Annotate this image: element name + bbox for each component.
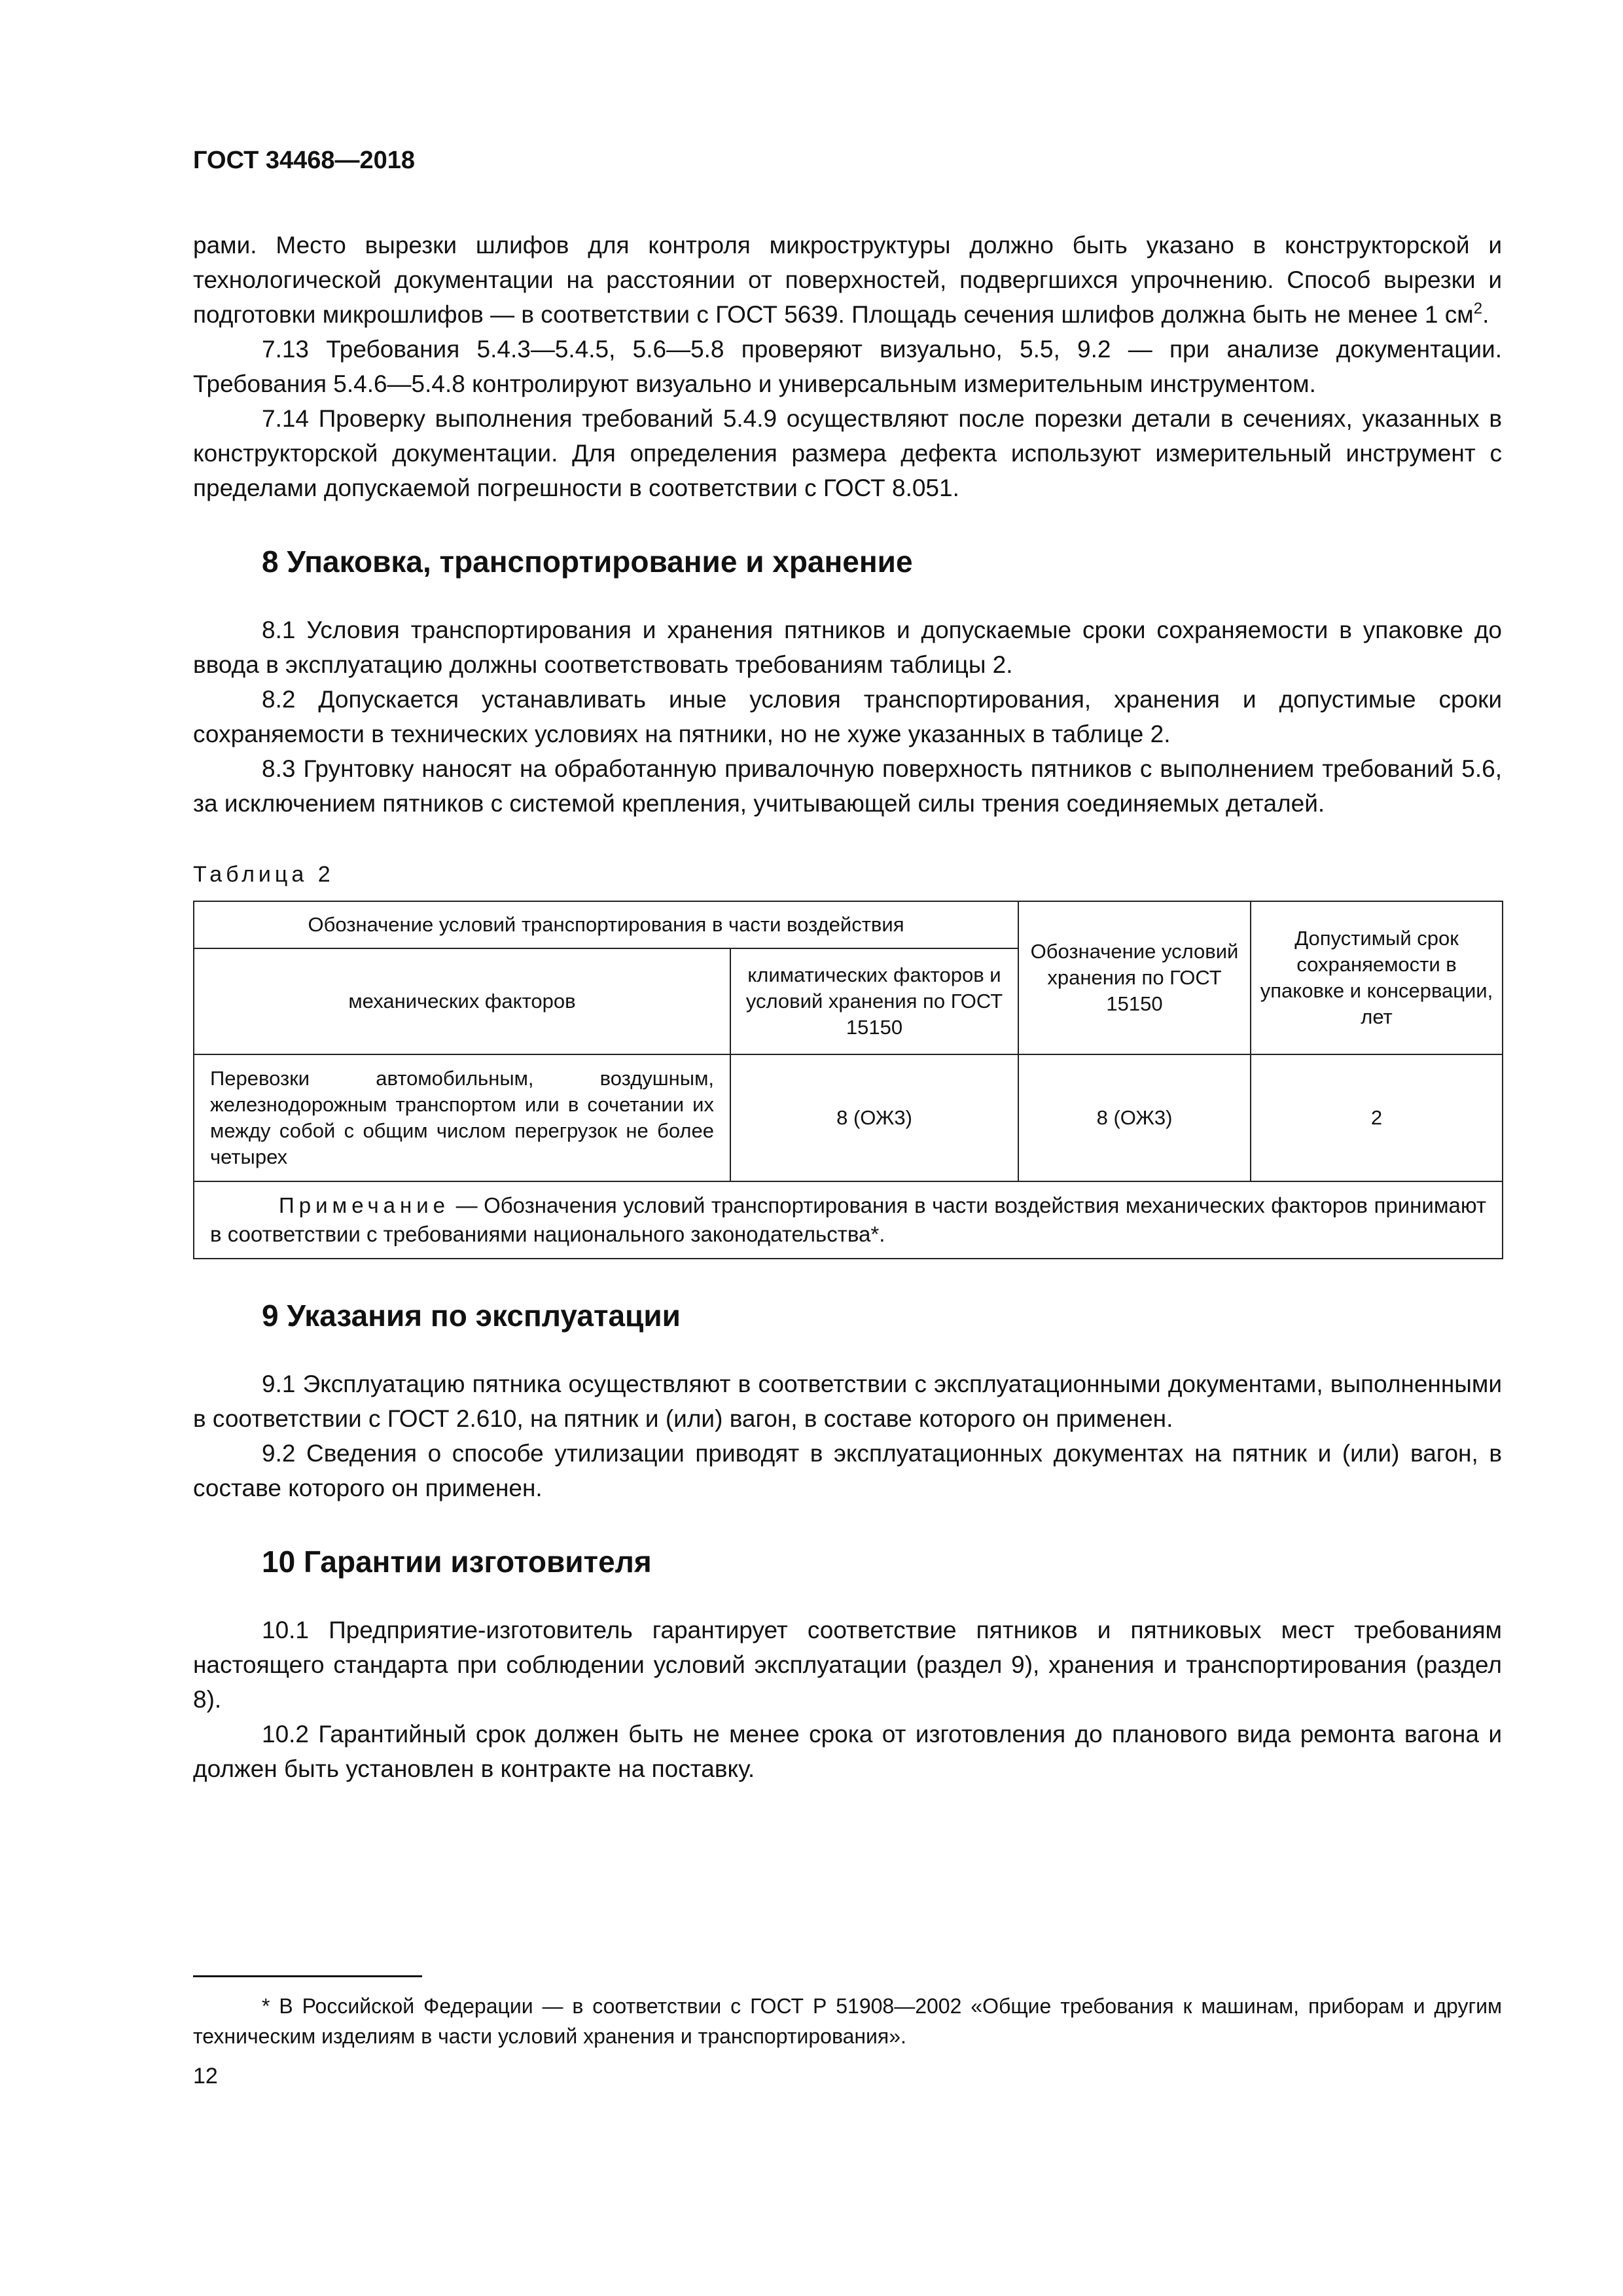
page-number: 12 xyxy=(193,2064,218,2089)
footnote-divider xyxy=(193,1975,422,1977)
document-code: ГОСТ 34468—2018 xyxy=(193,147,416,174)
cell-climatic: 8 (ОЖ3) xyxy=(730,1054,1018,1181)
paragraph-9-1: 9.1 Эксплуатацию пятника осуществляют в соответствии с эксплуатационными документами, выполненными в соответствии с ГОСТ 2.610, на пятник и (или) вагон, в составе которого он применен. xyxy=(193,1371,1502,1432)
header-mechanical-factors: механических факторов xyxy=(194,948,730,1054)
note-text: — Обозначения условий транспортирования в части воздействия механических факторов принимают в соответствии с требованиями национального законодательства*. xyxy=(210,1193,1486,1246)
superscript: 2 xyxy=(1473,300,1483,317)
paragraph-8-2: 8.2 Допускается устанавливать иные условия транспортирования, хранения и допустимые сроки сохраняемости в технических условиях на пятники, но не хуже указанных в таблице 2. xyxy=(193,686,1502,747)
paragraph-8-3: 8.3 Грунтовку наносят на обработанную привалочную поверхность пятников с выполнением требований 5.6, за исключением пятников с системой крепления, учитывающей силы трения соединяемых деталей. xyxy=(193,755,1502,817)
header-storage-conditions: Обозначение условий хранения по ГОСТ 15150 xyxy=(1018,901,1251,1054)
table-header-row-1 xyxy=(194,901,1503,948)
paragraph-8-1: 8.1 Условия транспортирования и хранения пятников и допускаемые сроки сохраняемости в упаковке до ввода в эксплуатацию должны соответствовать требованиям таблицы 2. xyxy=(193,617,1502,678)
paragraph-7-14: 7.14 Проверку выполнения требований 5.4.9 осуществляют после порезки детали в сечениях, указанных в конструкторской документации. Для определения размера дефекта используют измерительный инструмент с пределами допускаемой погрешности в соответствии с ГОСТ 8.051. xyxy=(193,405,1502,501)
paragraph-text: рами. Место вырезки шлифов для контроля микроструктуры должно быть указано в конструкторской и технологической документации на расстоянии от поверхностей, подвергшихся упрочнению. Способ вырезки и подготовки микрошлифов — в соответствии с ГОСТ 5639. Площадь сечения шлифов должна быть не менее 1 см xyxy=(193,232,1502,328)
table-note-row xyxy=(194,1181,1503,1259)
table-2 xyxy=(193,901,1503,1259)
paragraph-9-2: 9.2 Сведения о способе утилизации приводят в эксплуатационных документах на пятник и (или) вагон, в составе которого он применен. xyxy=(193,1440,1502,1501)
cell-storage: 8 (ОЖ3) xyxy=(1018,1054,1251,1181)
document-page xyxy=(193,144,1502,1786)
footnote: * В Российской Федерации — в соответствии с ГОСТ Р 51908—2002 «Общие требования к машинам, приборам и другим техническим изделиям в части условий хранения и транспортирования». xyxy=(193,1994,1502,2048)
paragraph-text-end: . xyxy=(1482,301,1489,328)
section-8-heading: 8 Упаковка, транспортирование и хранение xyxy=(262,545,913,579)
header-climatic-factors: климатических факторов и условий хранения по ГОСТ 15150 xyxy=(730,948,1018,1054)
paragraph-10-2: 10.2 Гарантийный срок должен быть не менее срока от изготовления до планового вида ремонта вагона и должен быть установлен в контракте на поставку. xyxy=(193,1721,1502,1782)
paragraph-7-12-continued xyxy=(193,228,1502,332)
section-9-heading: 9 Указания по эксплуатации xyxy=(262,1299,681,1333)
table-note xyxy=(194,1181,1503,1259)
cell-term: 2 xyxy=(1251,1054,1503,1181)
table-2-caption: Таблица 2 xyxy=(193,862,334,887)
header-transport-conditions: Обозначение условий транспортирования в части воздействия xyxy=(194,901,1018,948)
cell-mechanical: Перевозки автомобильным, воздушным, железнодорожным транспортом или в сочетании их между собой с общим числом перегрузок не более четырех xyxy=(194,1054,730,1181)
table-row xyxy=(194,1054,1503,1181)
section-10-heading: 10 Гарантии изготовителя xyxy=(262,1545,652,1579)
paragraph-7-13: 7.13 Требования 5.4.3—5.4.5, 5.6—5.8 проверяют визуально, 5.5, 9.2 — при анализе документации. Требования 5.4.6—5.4.8 контролируют визуально и универсальным измерительным инструментом. xyxy=(193,336,1502,397)
note-label: Примечание xyxy=(279,1193,450,1217)
header-storage-term: Допустимый срок сохраняемости в упаковке и консервации, лет xyxy=(1251,901,1503,1054)
paragraph-10-1: 10.1 Предприятие-изготовитель гарантирует соответствие пятников и пятниковых мест требованиям настоящего стандарта при соблюдении условий эксплуатации (раздел 9), хранения и транспортирования (раздел 8). xyxy=(193,1617,1502,1713)
